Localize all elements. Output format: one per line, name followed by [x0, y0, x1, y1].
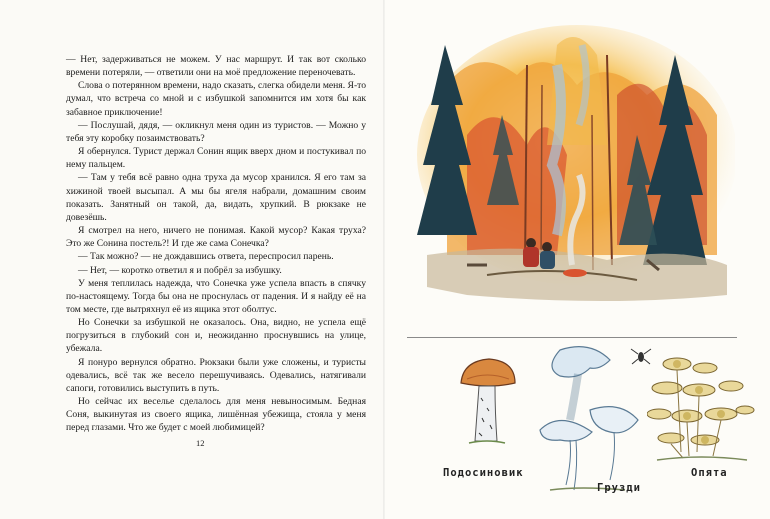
paragraph: Но сейчас их веселье сделалось для меня невыносимым. Бедная Соня, выкинутая из своего ящика, лишённая убежища, стояла у меня перед глазами. Что же будет с моей любимицей? [66, 396, 366, 434]
divider-line [407, 337, 737, 338]
caption-boletus: Подосиновик [443, 467, 524, 479]
paragraph: Слова о потерянном времени, надо сказать, слегка обидели меня. Я-то думал, что встреча со мной и с избушкой запомнится им хотя бы как забавное приключение! [66, 80, 366, 118]
story-text [66, 53, 366, 435]
autumn-forest-painting [407, 25, 735, 310]
paragraph: — Нет, задерживаться не можем. У нас маршрут. И так вот сколько времени потеряли, — ответили они на моё предложение переночевать. [66, 54, 366, 79]
milk-caps-sketch [530, 340, 645, 495]
paragraph: Я понуро вернулся обратно. Рюкзаки были уже сложены, и туристы одевались, всё так же весело перешучиваясь. Одевались, натягивали сапоги, готовились выступить в путь. [66, 356, 366, 394]
caption-honey-mushrooms: Опята [691, 467, 728, 479]
page-number: 12 [196, 438, 205, 448]
caption-milk-caps: Грузди [597, 482, 641, 494]
paragraph: Я смотрел на него, ничего не понимая. Какой мусор? Какая труха? Это же Сонина постель?! И где же сама Сонечка? [66, 225, 366, 250]
right-page [385, 0, 770, 519]
paragraph: — Послушай, дядя, — окликнул меня один из туристов. — Можно у тебя эту коробку позаимствовать? [66, 119, 366, 144]
paragraph: Я обернулся. Турист держал Сонин ящик вверх дном и постукивал по нему пальцем. [66, 146, 366, 171]
paragraph: — Нет, — коротко ответил я и побрёл за избушку. [78, 264, 282, 276]
paragraph: — Там у тебя всё равно одна труха да мусор хранился. Я его там за хижиной твоей высыпал. А мы бы ягеля набрали, домашним своим показать. Занятный он такой, да, видать, хрупкий. В рюкзаке не довезёшь. [66, 172, 366, 223]
paragraph: У меня теплилась надежда, что Сонечка уже успела впасть в спячку по-настоящему. Тогда бы она не проснулась от падения. И я найду её на том месте, где вытряхнул её из ящика этот оболтус. [66, 277, 366, 315]
paragraph: Но Сонечки за избушкой не оказалось. Она, видно, не успела ещё погрузиться в глубокий сон и, неожиданно проснувшись на улице, убежала. [66, 317, 366, 355]
paragraph: — Так можно? — не дождавшись ответа, переспросил парень. [78, 251, 334, 263]
boletus-mushroom-sketch [457, 353, 519, 448]
honey-mushrooms-sketch [647, 352, 755, 464]
